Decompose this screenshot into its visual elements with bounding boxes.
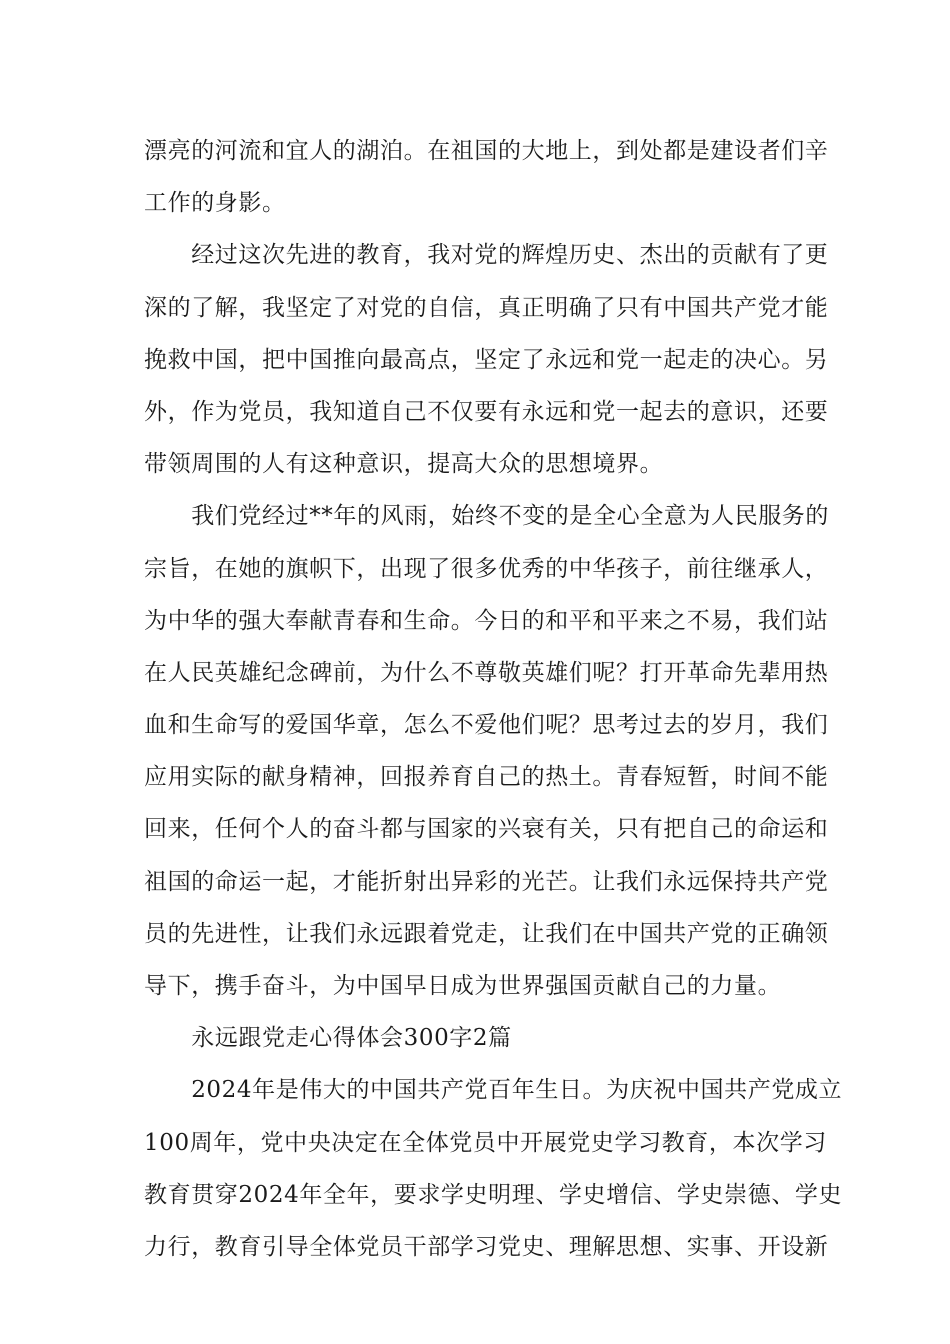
text-line: 应用实际的献身精神，回报养育自己的热土。青春短暂，时间不能 (144, 764, 829, 791)
text-line: 宗旨，在她的旗帜下，出现了很多优秀的中华孩子，前往继承人， (144, 555, 829, 582)
text-line: 经过这次先进的教育，我对党的辉煌历史、杰出的贡献有了更 (144, 242, 829, 269)
text-line: 祖国的命运一起，才能折射出异彩的光芒。让我们永远保持共产党 (144, 868, 829, 895)
text-line: 员的先进性，让我们永远跟着党走，让我们在中国共产党的正确领 (144, 920, 829, 947)
text-line: 教育贯穿2024年全年，要求学史明理、学史增信、学史崇德、学史 (144, 1181, 843, 1208)
paragraph-1 (144, 125, 829, 229)
paragraph-2 (144, 229, 829, 490)
paragraph-4 (144, 1064, 843, 1273)
text-line: 100周年，党中央决定在全体党员中开展党史学习教育，本次学习 (144, 1129, 827, 1156)
text-line: 深的了解，我坚定了对党的自信，真正明确了只有中国共产党才能 (144, 294, 829, 321)
text-line: 外，作为党员，我知道自己不仅要有永远和党一起去的意识，还要 (144, 398, 829, 425)
document-body (144, 125, 843, 1273)
text-line: 漂亮的河流和宜人的湖泊。在祖国的大地上，到处都是建设者们辛 (144, 138, 829, 164)
text-line: 工作的身影。 (144, 190, 286, 217)
paragraph-3 (144, 490, 829, 1012)
text-line: 为中华的强大奉献青春和生命。今日的和平和平来之不易，我们站 (144, 607, 829, 634)
text-line: 导下，携手奋斗，为中国早日成为世界强国贡献自己的力量。 (144, 973, 782, 999)
text-line: 在人民英雄纪念碑前，为什么不尊敬英雄们呢？打开革命先辈用热 (144, 659, 829, 686)
section-heading (144, 1012, 810, 1064)
text-line: 2024年是伟大的中国共产党百年生日。为庆祝中国共产党成立 (144, 1077, 843, 1104)
heading-line: 永远跟党走心得体会300字2篇 (144, 1025, 512, 1052)
text-line: 我们党经过**年的风雨，始终不变的是全心全意为人民服务的 (144, 503, 829, 530)
text-line: 回来，任何个人的奋斗都与国家的兴衰有关，只有把自己的命运和 (144, 816, 829, 843)
text-line: 力行，教育引导全体党员干部学习党史、理解思想、实事、开设新 (144, 1233, 829, 1260)
text-line: 挽救中国，把中国推向最高点，坚定了永远和党一起走的决心。另 (144, 346, 829, 373)
text-line: 带领周围的人有这种意识，提高大众的思想境界。 (144, 451, 664, 478)
text-line: 血和生命写的爱国华章，怎么不爱他们呢？思考过去的岁月，我们 (144, 712, 829, 739)
